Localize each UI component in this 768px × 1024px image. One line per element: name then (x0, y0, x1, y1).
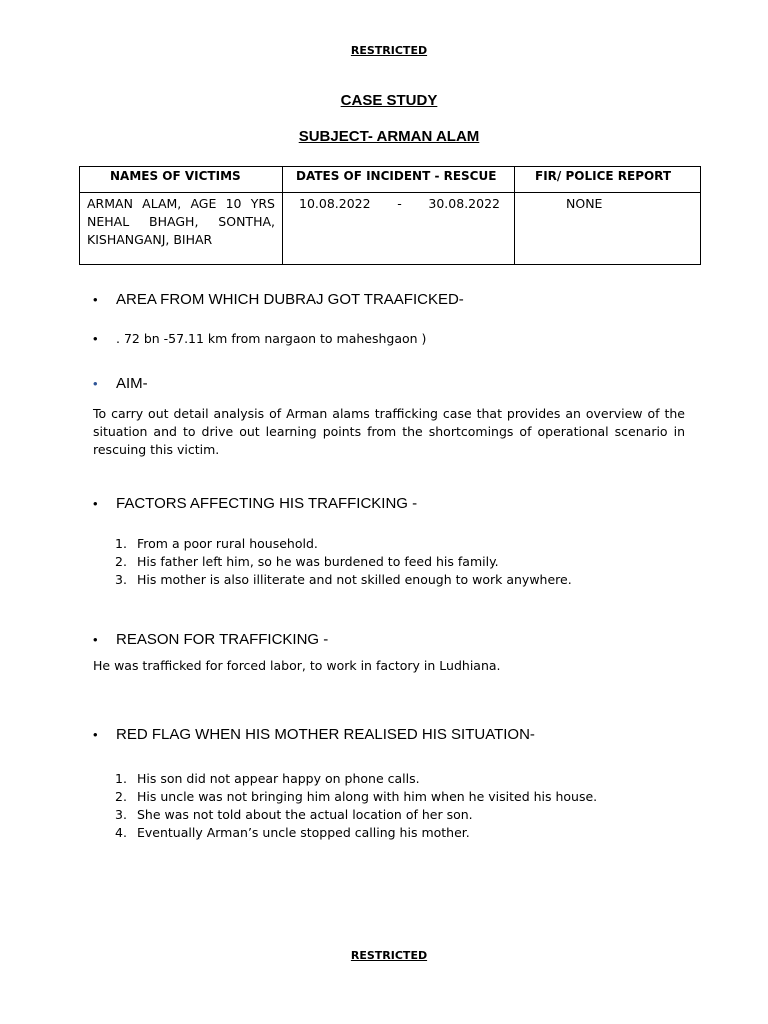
red-flag-list (93, 770, 693, 842)
red-flag-heading: RED FLAG WHEN HIS MOTHER REALISED HIS SITUATION- (116, 726, 535, 743)
bullet-icon: • (93, 292, 98, 307)
header-fir-police-report: FIR/ POLICE REPORT (535, 169, 672, 183)
list-number: 2. (115, 554, 127, 569)
header-restricted-label: RESTRICTED (350, 44, 428, 57)
list-number: 4. (115, 825, 127, 840)
bullet-icon: • (93, 376, 98, 391)
list-number: 3. (115, 572, 127, 587)
factors-heading-row (93, 495, 684, 512)
list-item (93, 553, 693, 571)
header-names-of-victims: NAMES OF VICTIMS (110, 169, 241, 183)
victim-line: KISHANGANJ, BIHAR (87, 232, 213, 247)
aim-heading-row (93, 375, 684, 392)
table-header-cell (283, 167, 515, 193)
list-text: His son did not appear happy on phone calls. (137, 771, 420, 786)
table-header-cell (80, 167, 283, 193)
list-text: From a poor rural household. (137, 536, 318, 551)
area-detail: . 72 bn -57.11 km from nargaon to maheshgaon ) (116, 331, 427, 346)
list-item (93, 788, 693, 806)
bullet-icon: • (93, 496, 98, 511)
area-heading: AREA FROM WHICH DUBRAJ GOT TRAAFICKED- (116, 291, 464, 308)
date-start: 10.08.2022 (299, 196, 371, 211)
list-number: 1. (115, 536, 127, 551)
list-item (93, 824, 693, 842)
victims-table (79, 166, 701, 265)
list-item (93, 535, 693, 553)
fir-cell (515, 193, 701, 265)
reason-heading-row (93, 631, 684, 648)
list-text: His father left him, so he was burdened to feed his family. (137, 554, 499, 569)
header-dates-of-incident: DATES OF INCIDENT - RESCUE (296, 169, 497, 183)
date-end: 30.08.2022 (428, 196, 500, 211)
list-number: 3. (115, 807, 127, 822)
fir-value: NONE (566, 196, 603, 211)
footer-restricted-label: RESTRICTED (350, 949, 428, 962)
list-item (93, 806, 693, 824)
factors-list (93, 535, 693, 589)
bullet-icon: • (93, 727, 98, 742)
victim-line: NEHAL BHAGH, SONTHA, (87, 214, 275, 229)
victim-cell (80, 193, 283, 265)
victim-line: ARMAN ALAM, AGE 10 YRS (87, 196, 275, 211)
reason-paragraph: He was trafficked for forced labor, to work in factory in Ludhiana. (93, 658, 501, 673)
bullet-icon: • (93, 632, 98, 647)
list-item (93, 770, 693, 788)
aim-paragraph: To carry out detail analysis of Arman alams trafficking case that provides an overview of the situation and to drive out learning points from the shortcomings of operational scenario in rescuing this victim. (93, 406, 685, 457)
area-heading-row (93, 291, 684, 308)
subject-title: SUBJECT- ARMAN ALAM (298, 128, 480, 145)
list-number: 1. (115, 771, 127, 786)
factors-heading: FACTORS AFFECTING HIS TRAFFICKING - (116, 495, 418, 512)
date-separator: - (397, 196, 402, 211)
bullet-icon: • (93, 331, 98, 346)
table-header-row (80, 167, 701, 193)
list-item (93, 571, 693, 589)
dates-cell (283, 193, 515, 265)
case-study-title: CASE STUDY (340, 92, 438, 109)
aim-heading: AIM- (116, 375, 148, 392)
area-detail-row (93, 331, 684, 346)
table-row (80, 193, 701, 265)
list-text: His uncle was not bringing him along with him when he visited his house. (137, 789, 598, 804)
list-text: Eventually Arman’s uncle stopped calling his mother. (137, 825, 470, 840)
list-text: His mother is also illiterate and not skilled enough to work anywhere. (137, 572, 572, 587)
reason-heading: REASON FOR TRAFFICKING - (116, 631, 329, 648)
red-flag-heading-row (93, 726, 684, 743)
list-text: She was not told about the actual location of her son. (137, 807, 473, 822)
table-header-cell (515, 167, 701, 193)
list-number: 2. (115, 789, 127, 804)
